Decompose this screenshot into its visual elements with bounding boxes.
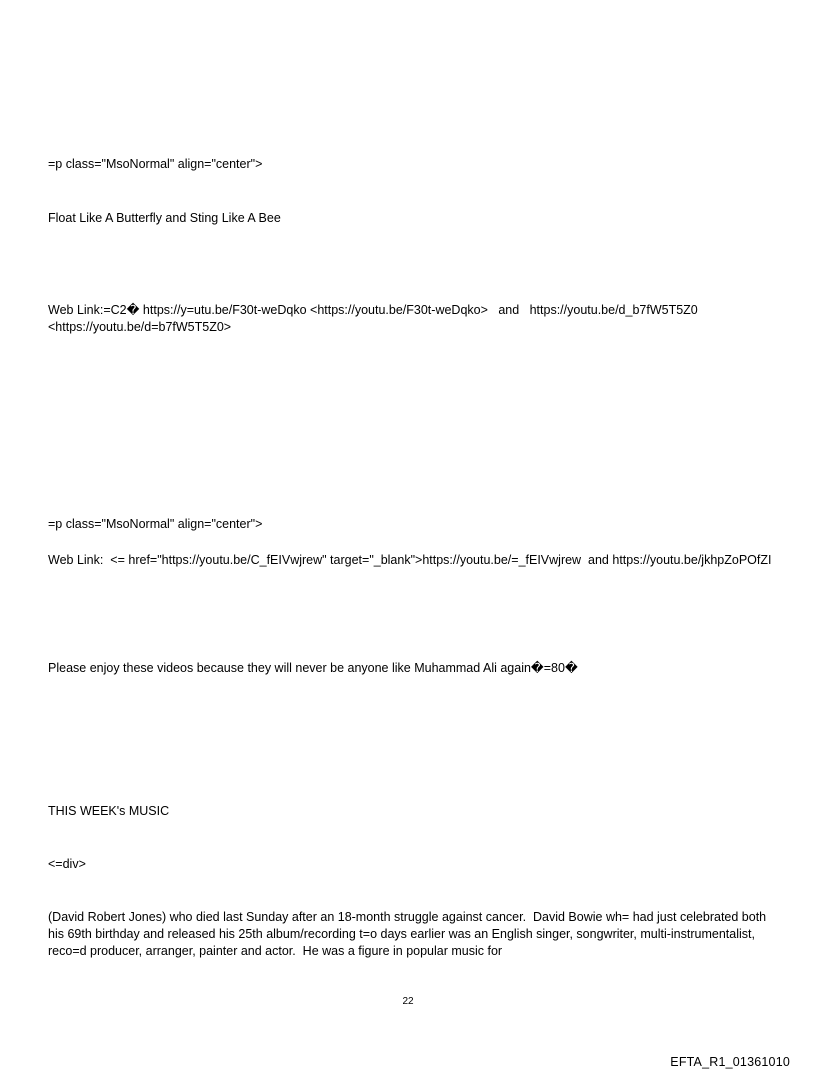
web-link-paragraph: Web Link:=C2� https://y=utu.be/F30t-weDqko <https://youtu.be/F30t-weDqko> and https://youtu.be/d_b7fW5T5Z0 <https://youtu.be/d=b7fW5T5Z0> — [48, 303, 702, 334]
section-title: Float Like A Butterfly and Sting Like A Bee — [48, 211, 281, 225]
page-number: 22 — [402, 996, 414, 1007]
html-fragment-text: <=div> — [48, 857, 86, 871]
web-link-paragraph: Web Link: <= href="https://youtu.be/C_fEIVwjrew" target="_blank">https://youtu.be/=_fEIVwjrew and https://youtu.be/jkhpZoPOfZI — [48, 553, 772, 567]
body-paragraph: (David Robert Jones) who died last Sunday after an 18-month struggle against cancer. David Bowie wh= had just celebrated both his 69th birthday and released his 25th album/recording t=o days earlier was an English singer, songwriter, multi-instrumentalist, reco=d producer, arranger, painter and actor. He was a figure in popular music for — [48, 910, 770, 958]
html-fragment-text: =p class="MsoNormal" align="center"> — [48, 157, 263, 171]
body-text: Please enjoy these videos because they will never be anyone like Muhammad Ali again�=80� — [48, 661, 578, 675]
section-heading: THIS WEEK's MUSIC — [48, 804, 170, 818]
document-id: EFTA_R1_01361010 — [670, 1055, 790, 1069]
html-fragment-text: =p class="MsoNormal" align="center"> — [48, 517, 263, 531]
